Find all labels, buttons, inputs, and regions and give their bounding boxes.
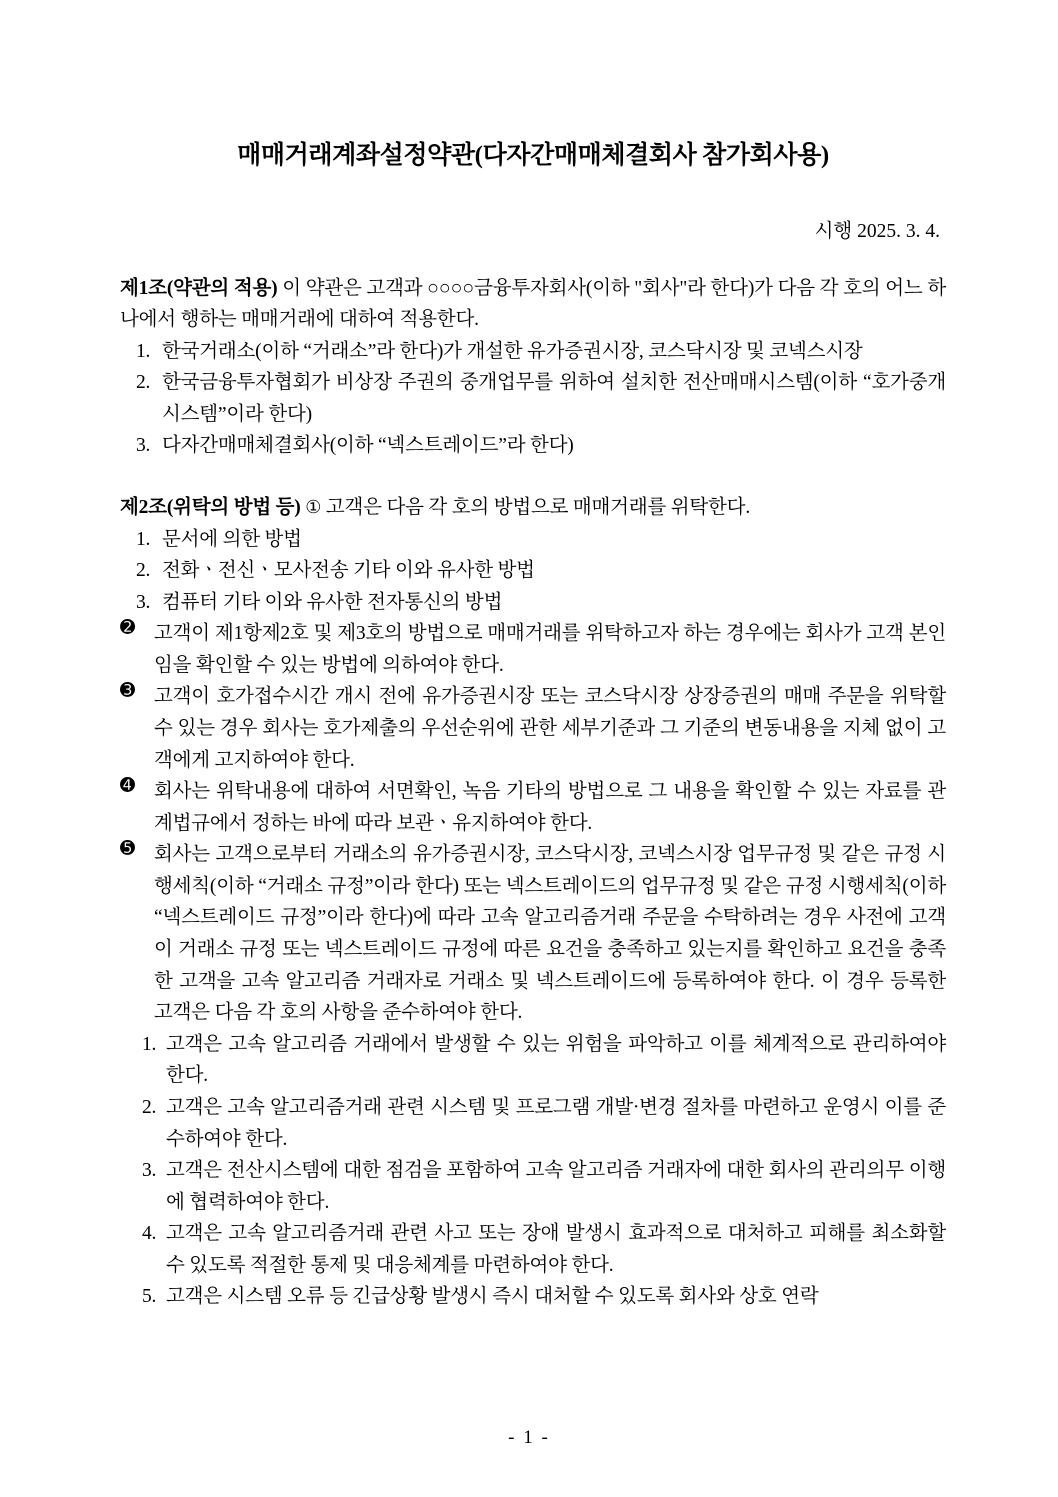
list-item-number: 4. — [142, 1223, 157, 1245]
article-2-clause-5-item-list — [120, 1029, 946, 1313]
article-2-clause-4-text: 회사는 위탁내용에 대하여 서면확인, 녹음 기타의 방법으로 그 내용을 확인할 수 있는 자료를 관계법규에서 정하는 바에 따라 보관ㆍ유지하여야 한다. — [154, 781, 946, 834]
clause-marker-5: ➎ — [120, 838, 135, 860]
list-item — [120, 367, 946, 430]
list-item-number: 1. — [142, 1033, 157, 1055]
list-item-number: 3. — [136, 435, 151, 457]
article-2-clause-3-text: 고객이 호가접수시간 개시 전에 유가증권시장 또는 코스닥시장 상장증권의 매매 주문을 위탁할 수 있는 경우 회사는 호가제출의 우선순위에 관한 세부기준과 그 기준의 변동내용을 지체 없이 고객에게 고지하여야 한다. — [154, 686, 946, 771]
article-2-clause-2 — [120, 618, 946, 681]
list-item-number: 2. — [136, 560, 151, 582]
article-1-body: 이 약관은 고객과 ○○○○금융투자회사(이하 "회사"라 한다)가 다음 각 호의 어느 하나에서 행하는 매매거래에 대하여 적용한다. — [120, 277, 946, 331]
list-item-text: 컴퓨터 기타 이와 유사한 전자통신의 방법 — [162, 591, 503, 613]
list-item-number: 1. — [136, 528, 151, 550]
effective-date: 시행 2025. 3. 4. — [814, 220, 940, 242]
clause-marker-4: ➍ — [120, 775, 135, 797]
list-item-text: 고객은 전산시스템에 대한 점검을 포함하여 고속 알고리즘 거래자에 대한 회사의 관리의무 이행에 협력하여야 한다. — [166, 1160, 946, 1213]
list-item-text: 문서에 의한 방법 — [162, 528, 302, 550]
list-item-number: 3. — [136, 591, 151, 613]
article-2-clause-1-text: 고객은 다음 각 호의 방법으로 매매거래를 위탁한다. — [321, 496, 750, 518]
list-item-text: 다자간매매체결회사(이하 “넥스트레이드”라 한다) — [162, 435, 574, 457]
list-item — [120, 430, 946, 462]
list-item-text: 고객은 고속 알고리즘거래 관련 시스템 및 프로그램 개발·변경 절차를 마련하고 운영시 이를 준수하여야 한다. — [166, 1096, 946, 1150]
list-item-text: 고객은 고속 알고리즘거래 관련 사고 또는 장애 발생시 효과적으로 대처하고 피해를 최소화할 수 있도록 적절한 통제 및 대응체계를 마련하여야 한다. — [166, 1223, 946, 1276]
article-2 — [120, 492, 946, 1313]
article-2-label: 제2조(위탁의 방법 등) — [120, 496, 301, 518]
list-item-number: 1. — [136, 340, 151, 362]
list-item — [120, 1029, 946, 1092]
list-item-text: 고객은 고속 알고리즘 거래에서 발생할 수 있는 위험을 파악하고 이를 체계적으로 관리하여야 한다. — [166, 1033, 946, 1087]
list-item-number: 2. — [136, 372, 151, 394]
list-item-text: 고객은 시스템 오류 등 긴급상황 발생시 즉시 대처할 수 있도록 회사와 상호 연락 — [166, 1286, 819, 1308]
clause-marker-3: ➌ — [120, 680, 135, 702]
list-item — [120, 1092, 946, 1155]
clause-marker-1: ① — [305, 496, 322, 518]
list-item-number: 5. — [142, 1286, 157, 1308]
list-item — [120, 1155, 946, 1218]
page-title: 매매거래계좌설정약관(다자간매매체결회사 참가회사용) — [237, 142, 829, 169]
article-1-label: 제1조(약관의 적용) — [120, 277, 278, 299]
list-item — [120, 1281, 946, 1313]
list-item — [120, 555, 946, 587]
list-item — [120, 1218, 946, 1281]
article-1-paragraph — [120, 273, 946, 336]
list-item — [120, 524, 946, 556]
article-1 — [120, 273, 946, 462]
page-number: - 1 - — [508, 1427, 550, 1448]
list-item-number: 2. — [142, 1096, 157, 1118]
article-1-item-list — [120, 336, 946, 462]
article-2-clause-5-text: 회사는 고객으로부터 거래소의 유가증권시장, 코스닥시장, 코넥스시장 업무규정 및 같은 규정 시행세칙(이하 “거래소 규정”이라 한다) 또는 넥스트레이드의 업무규정 및 같은 규정 시행세칙(이하 “넥스트레이드 규정”이라 한다)에 따라 고속 알고리즘거래 주문을 수탁하려는 경우 사전에 고객이 거래소 규정 또는 넥스트레이드 규정에 따른 요건을 충족하고 있는지를 확인하고 요건을 충족한 고객을 고속 알고리즘 거래자로 거래소 및 넥스트레이드에 등록하여야 한다. 이 경우 등록한 고객은 다음 각 호의 사항을 준수하여야 한다. — [154, 844, 946, 1024]
article-2-clause-3 — [120, 681, 946, 776]
article-2-item-list — [120, 524, 946, 619]
list-item — [120, 336, 946, 368]
list-item-text: 한국금융투자협회가 비상장 주권의 중개업무를 위하여 설치한 전산매매시스템(이하 “호가중개시스템”이라 한다) — [162, 372, 946, 425]
list-item-number: 3. — [142, 1160, 157, 1182]
list-item-text: 한국거래소(이하 “거래소”라 한다)가 개설한 유가증권시장, 코스닥시장 및 코넥스시장 — [162, 340, 863, 362]
article-2-clause-2-text: 고객이 제1항제2호 및 제3호의 방법으로 매매거래를 위탁하고자 하는 경우에는 회사가 고객 본인임을 확인할 수 있는 방법에 의하여야 한다. — [154, 623, 946, 676]
article-2-clause-1 — [120, 492, 946, 524]
list-item-text: 전화ㆍ전신ㆍ모사전송 기타 이와 유사한 방법 — [162, 560, 535, 582]
article-2-clause-4 — [120, 776, 946, 839]
clause-marker-2: ➋ — [120, 617, 135, 639]
list-item — [120, 587, 946, 619]
article-2-clause-5 — [120, 839, 946, 1028]
